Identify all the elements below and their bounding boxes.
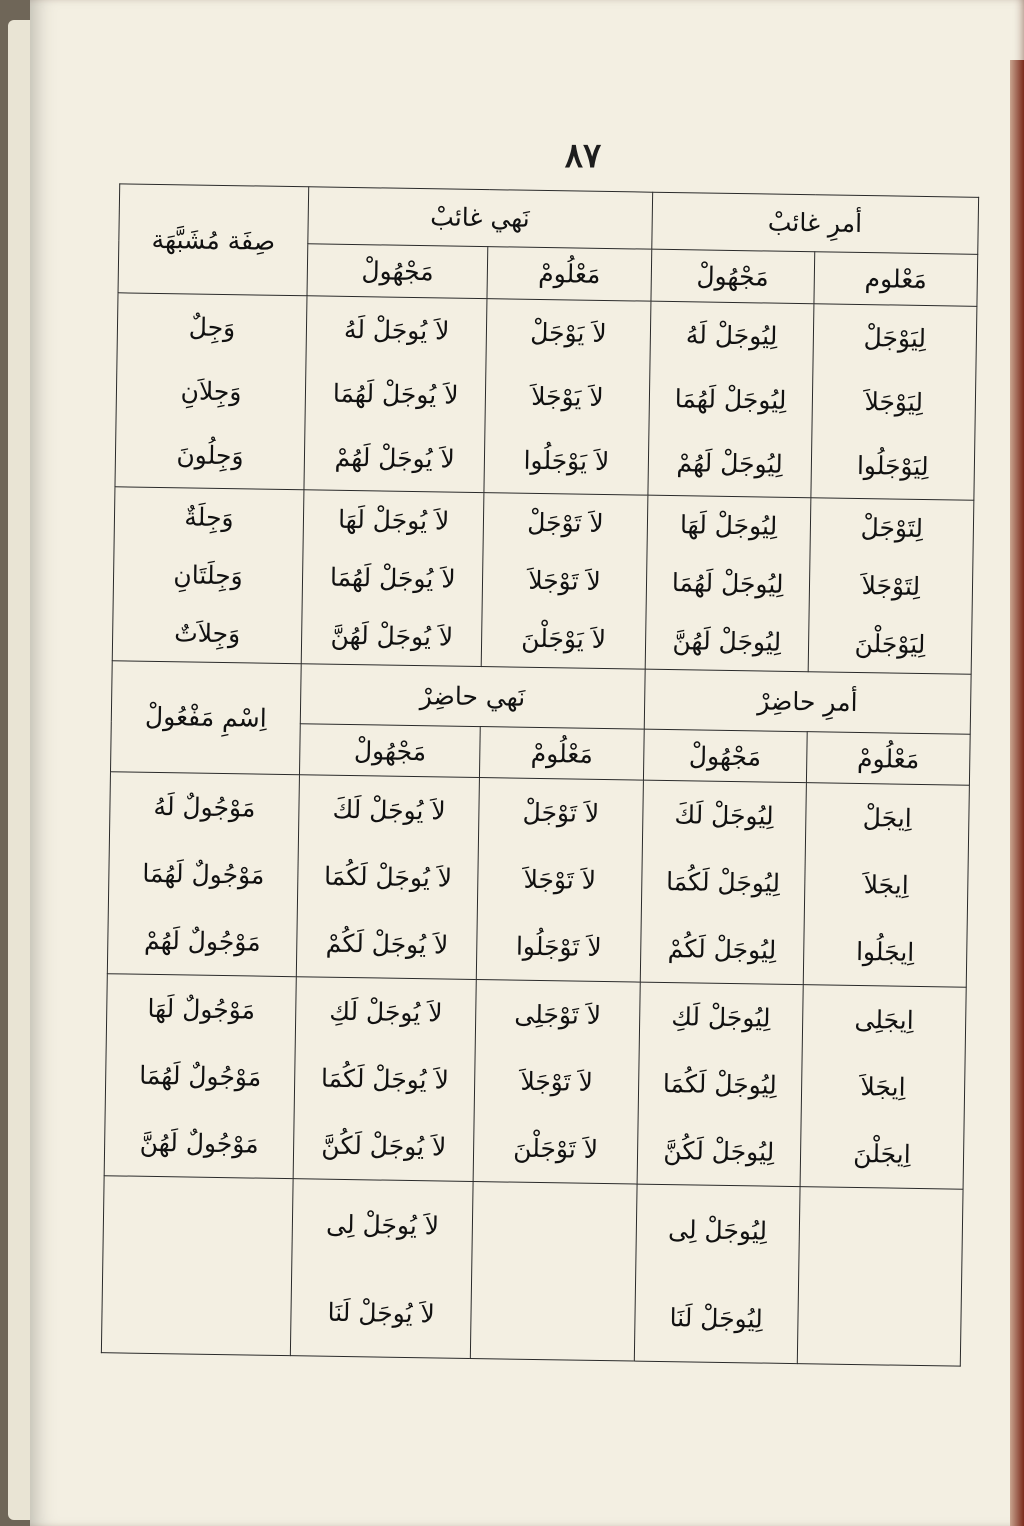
cell-amr-majhool (640, 780, 806, 985)
verb-form: لاَ تَوْجَلِى (514, 999, 602, 1031)
verb-form: لِيَوْجَلْنَ (854, 628, 926, 659)
verb-form: اِيجَلُوا (855, 937, 915, 967)
cell-amr-majhool (645, 495, 811, 671)
header-maloom: مَعْلُومْ (806, 732, 970, 785)
noun-form: وَجِلاَنِ (180, 376, 242, 407)
verb-form: لِيُوجَلْ لَنَا (669, 1302, 764, 1334)
header-majhool: مَجْهُولْ (651, 249, 815, 304)
cell-nahy-maloom (473, 980, 639, 1185)
verb-form: لِيُوجَلْ لَكِ (671, 1002, 771, 1033)
verb-form: لِيَوْجَلْ (863, 322, 927, 353)
noun-form: مَوْجُولٌ لَهُمْ (143, 925, 261, 957)
verb-form: لاَ يُوجَلْ لَكِ (329, 996, 443, 1028)
verb-form: اِيجَلِى (854, 1005, 914, 1035)
cell-amr-maloom (800, 985, 966, 1190)
verb-form: لاَ يُوجَلْ لَنَا (327, 1297, 436, 1328)
verb-form: لاَ تَوْجَلْ (522, 797, 600, 828)
verb-form: لاَ تَوْجَلاَ (528, 565, 601, 596)
verb-form: اِيجَلْنَ (853, 1139, 911, 1169)
cell-nahy-majhool (296, 775, 480, 980)
conjugation-table-wrapper (101, 183, 979, 1366)
cell-nahy-maloom-empty (471, 1182, 637, 1361)
verb-form: لاَ يُوجَلْ لَهُ (343, 314, 450, 346)
header-majhool: مَجْهُولْ (643, 730, 807, 783)
header-amr-ghaib: أمرِ غائبْ (651, 192, 978, 254)
noun-form: مَوْجُولٌ لَهُ (153, 791, 256, 823)
cell-nahy-majhool (290, 1179, 473, 1359)
verb-form: لِتَوْجَلاَ (861, 571, 921, 601)
header-majhool: مَجْهُولْ (307, 243, 488, 298)
header-ism-maful: اِسْمِ مَفْعُولْ (110, 661, 301, 775)
cell-amr-majhool (648, 301, 814, 498)
noun-form: مَوْجُولٌ لَهُنَّ (139, 1127, 259, 1159)
verb-form: لاَ يُوجَلْ لِى (325, 1209, 440, 1241)
page-number: ٨٧ (564, 136, 602, 176)
verb-form: لِيُوجَلْ لَكُمَا (662, 1069, 778, 1100)
verb-form: لاَ يُوجَلْ لَكَ (332, 794, 446, 826)
verb-form: لاَ يَوْجَلاَ (530, 381, 604, 413)
verb-form: لاَ يَوْجَلْ (529, 317, 607, 348)
verb-form: لِيَوْجَلاَ (864, 387, 924, 418)
header-majhool: مَجْهُولْ (299, 724, 480, 777)
noun-form: مَوْجُولٌ لَهُمَا (139, 1060, 262, 1092)
noun-form: وَجِلاَتٌ (173, 617, 241, 648)
verb-form: لِيَوْجَلُوا (856, 451, 929, 482)
header-maloom: مَعْلوم (814, 251, 978, 306)
verb-form: لاَ يُوجَلْ لَكُمَا (323, 861, 453, 893)
cell-amr-majhool (637, 982, 803, 1187)
verb-form: لِيُوجَلْ لَكَ (674, 800, 774, 831)
verb-form: لاَ يُوجَلْ لَكُمَا (320, 1063, 450, 1095)
verb-form: لاَ يُوجَلْ لَهُنَّ (330, 620, 454, 652)
verb-form: لاَ تَوْجَلْنَ (512, 1133, 599, 1165)
cell-nahy-maloom (484, 299, 650, 496)
verb-form: لاَ يُوجَلْ لَهَا (337, 505, 450, 536)
header-maloom: مَعْلُومْ (480, 727, 644, 780)
verb-form: لاَ يُوجَلْ لَكُنَّ (321, 1130, 447, 1162)
verb-form: اِيجَلاَ (863, 870, 909, 900)
verb-form: لِيُوجَلْ لِى (667, 1214, 768, 1246)
verb-form: اِيجَلاَ (860, 1072, 906, 1102)
noun-form: وَجِلَةٌ (184, 502, 234, 533)
verb-form: لِيُوجَلْ لَهُمَا (674, 384, 787, 415)
header-sifa-mushabbaha: صِفَة مُشَبَّهَة (118, 184, 309, 296)
verb-form: لاَ تَوْجَلُوا (515, 931, 602, 963)
noun-form: وَجِلَتَانِ (173, 560, 243, 591)
book-spine (1010, 60, 1024, 1526)
noun-form: وَجِلٌ (188, 312, 236, 342)
cell-amr-maloom-empty (797, 1187, 963, 1366)
cell-ism (104, 974, 296, 1179)
verb-form: لاَ يَوْجَلُوا (523, 446, 610, 477)
verb-form: لِيُوجَلْ لَكُنَّ (663, 1136, 775, 1167)
verb-form: لاَ يُوجَلْ لَهُمَا (332, 378, 459, 410)
noun-form: مَوْجُولٌ لَهَا (147, 993, 256, 1025)
verb-form: لِتَوْجَلْ (860, 513, 924, 544)
cell-sifa (115, 293, 307, 490)
header-nahy-hazir: نَهي حاضِرْ (300, 664, 644, 730)
cell-amr-maloom (811, 304, 977, 501)
cell-nahy-majhool (301, 490, 484, 667)
cell-ism (107, 772, 299, 977)
verb-form: اِيجَلْ (862, 803, 912, 833)
verb-form: لِيُوجَلْ لَهُمَا (671, 568, 784, 599)
verb-form: لِيُوجَلْ لَكُمْ (667, 934, 777, 965)
cell-nahy-maloom (477, 778, 643, 983)
verb-form: لاَ يُوجَلْ لَهُمْ (334, 443, 455, 475)
noun-form: مَوْجُولٌ لَهُمَا (142, 858, 265, 890)
verb-form: لِيُوجَلْ لَكُمَا (665, 867, 781, 898)
verb-form: لِيُوجَلْ لَهُمْ (676, 448, 783, 480)
cell-amr-majhool (634, 1184, 800, 1363)
verb-form: لاَ يُوجَلْ لَهُمَا (329, 562, 456, 594)
verb-form: لاَ تَوْجَلاَ (520, 1066, 594, 1097)
cell-amr-maloom (803, 783, 969, 988)
conjugation-table (101, 183, 979, 1366)
verb-form: لاَ تَوْجَلْ (526, 508, 604, 539)
header-maloom: مَعْلُومْ (487, 246, 651, 301)
verb-form: لِيُوجَلْ لَهُنَّ (672, 625, 782, 657)
cell-amr-maloom (808, 498, 974, 674)
verb-form: لِيُوجَلْ لَهَا (679, 510, 778, 542)
cell-nahy-majhool (293, 977, 477, 1182)
cell-sifa (112, 487, 304, 664)
cell-nahy-maloom (482, 493, 648, 669)
cell-ism-empty (101, 1176, 293, 1356)
verb-form: لاَ يُوجَلْ لَكُمْ (325, 928, 449, 960)
header-nahy-ghaib: نَهي غائبْ (308, 187, 652, 249)
cell-nahy-majhool (304, 296, 487, 493)
verb-form: لِيُوجَلْ لَهُ (685, 320, 778, 351)
noun-form: وَجِلُونَ (176, 440, 244, 471)
verb-form: لاَ يَوْجَلْنَ (521, 623, 607, 654)
header-amr-hazir: أمرِ حاضِرْ (644, 669, 971, 735)
verb-form: لاَ تَوْجَلاَ (523, 864, 597, 895)
